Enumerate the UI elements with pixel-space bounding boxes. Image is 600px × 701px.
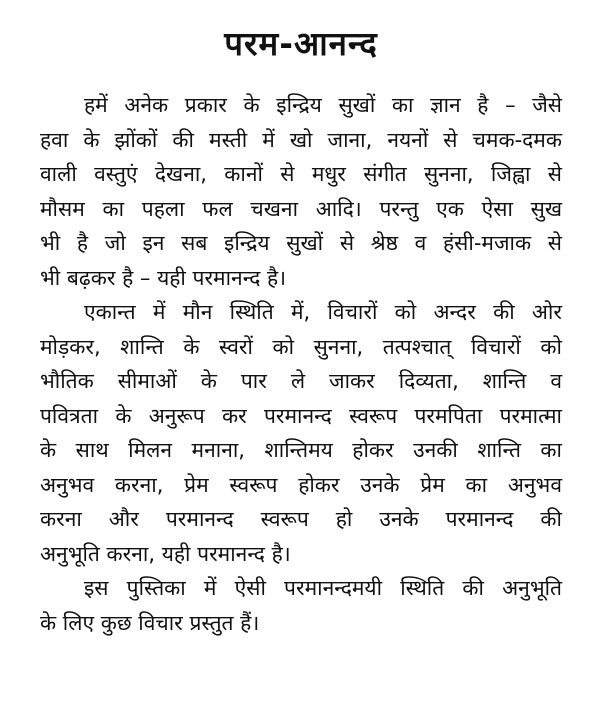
text-line: हवा के झोंकों की मस्ती में खो जाना, नयनों से चमक-दमक [40,127,562,152]
paragraph-3 [40,571,562,640]
text-line: भौतिक सीमाओं के पार ले जाकर दिव्यता, शान्ति व [40,369,562,393]
text-line: भी है जो इन सब इन्द्रिय सुखों से श्रेष्ठ व हंसी-मजाक से [40,231,562,255]
text-line: के साथ मिलन मनाना, शान्तिमय होकर उनकी शान्ति का [40,438,562,462]
text-line: पवित्रता के अनुरूप कर परमानन्द स्वरूप परमपिता परमात्मा [40,403,562,428]
text-line: करना और परमानन्द स्वरूप हो उनके परमानन्द की [40,507,562,531]
text-line: के लिए कुछ विचार प्रस्तुत हैं। [40,610,260,635]
text-line: अनुभव करना, प्रेम स्वरूप होकर उनके प्रेम का अनुभव [40,472,562,497]
text-line: मौसम का पहला फल चखना आदि। परन्तु एक ऐसा सुख [40,196,562,221]
paragraph-1 [40,88,562,295]
page-title: परम-आनन्द [224,24,378,63]
text-line: इस पुस्तिका में ऐसी परमानन्दमयी स्थिति की अनुभूति [84,576,562,600]
paragraph-2 [40,295,562,571]
text-line: एकान्त में मौन स्थिति में, विचारों को अन्दर की ओर [84,300,562,324]
text-line: भी बढ़कर है – यही परमानन्द है। [40,265,287,290]
text-line: हमें अनेक प्रकार के इन्द्रिय सुखों का ज्ञान है – जैसे [84,93,562,117]
text-line: वाली वस्तुएं देखना, कानों से मधुर संगीत सुनना, जिह्वा से [40,162,562,186]
text-line: अनुभूति करना, यही परमानन्द है। [40,541,291,566]
text-line: मोड़कर, शान्ति के स्वरों को सुनना, तत्पश्चात् विचारों को [40,334,562,359]
